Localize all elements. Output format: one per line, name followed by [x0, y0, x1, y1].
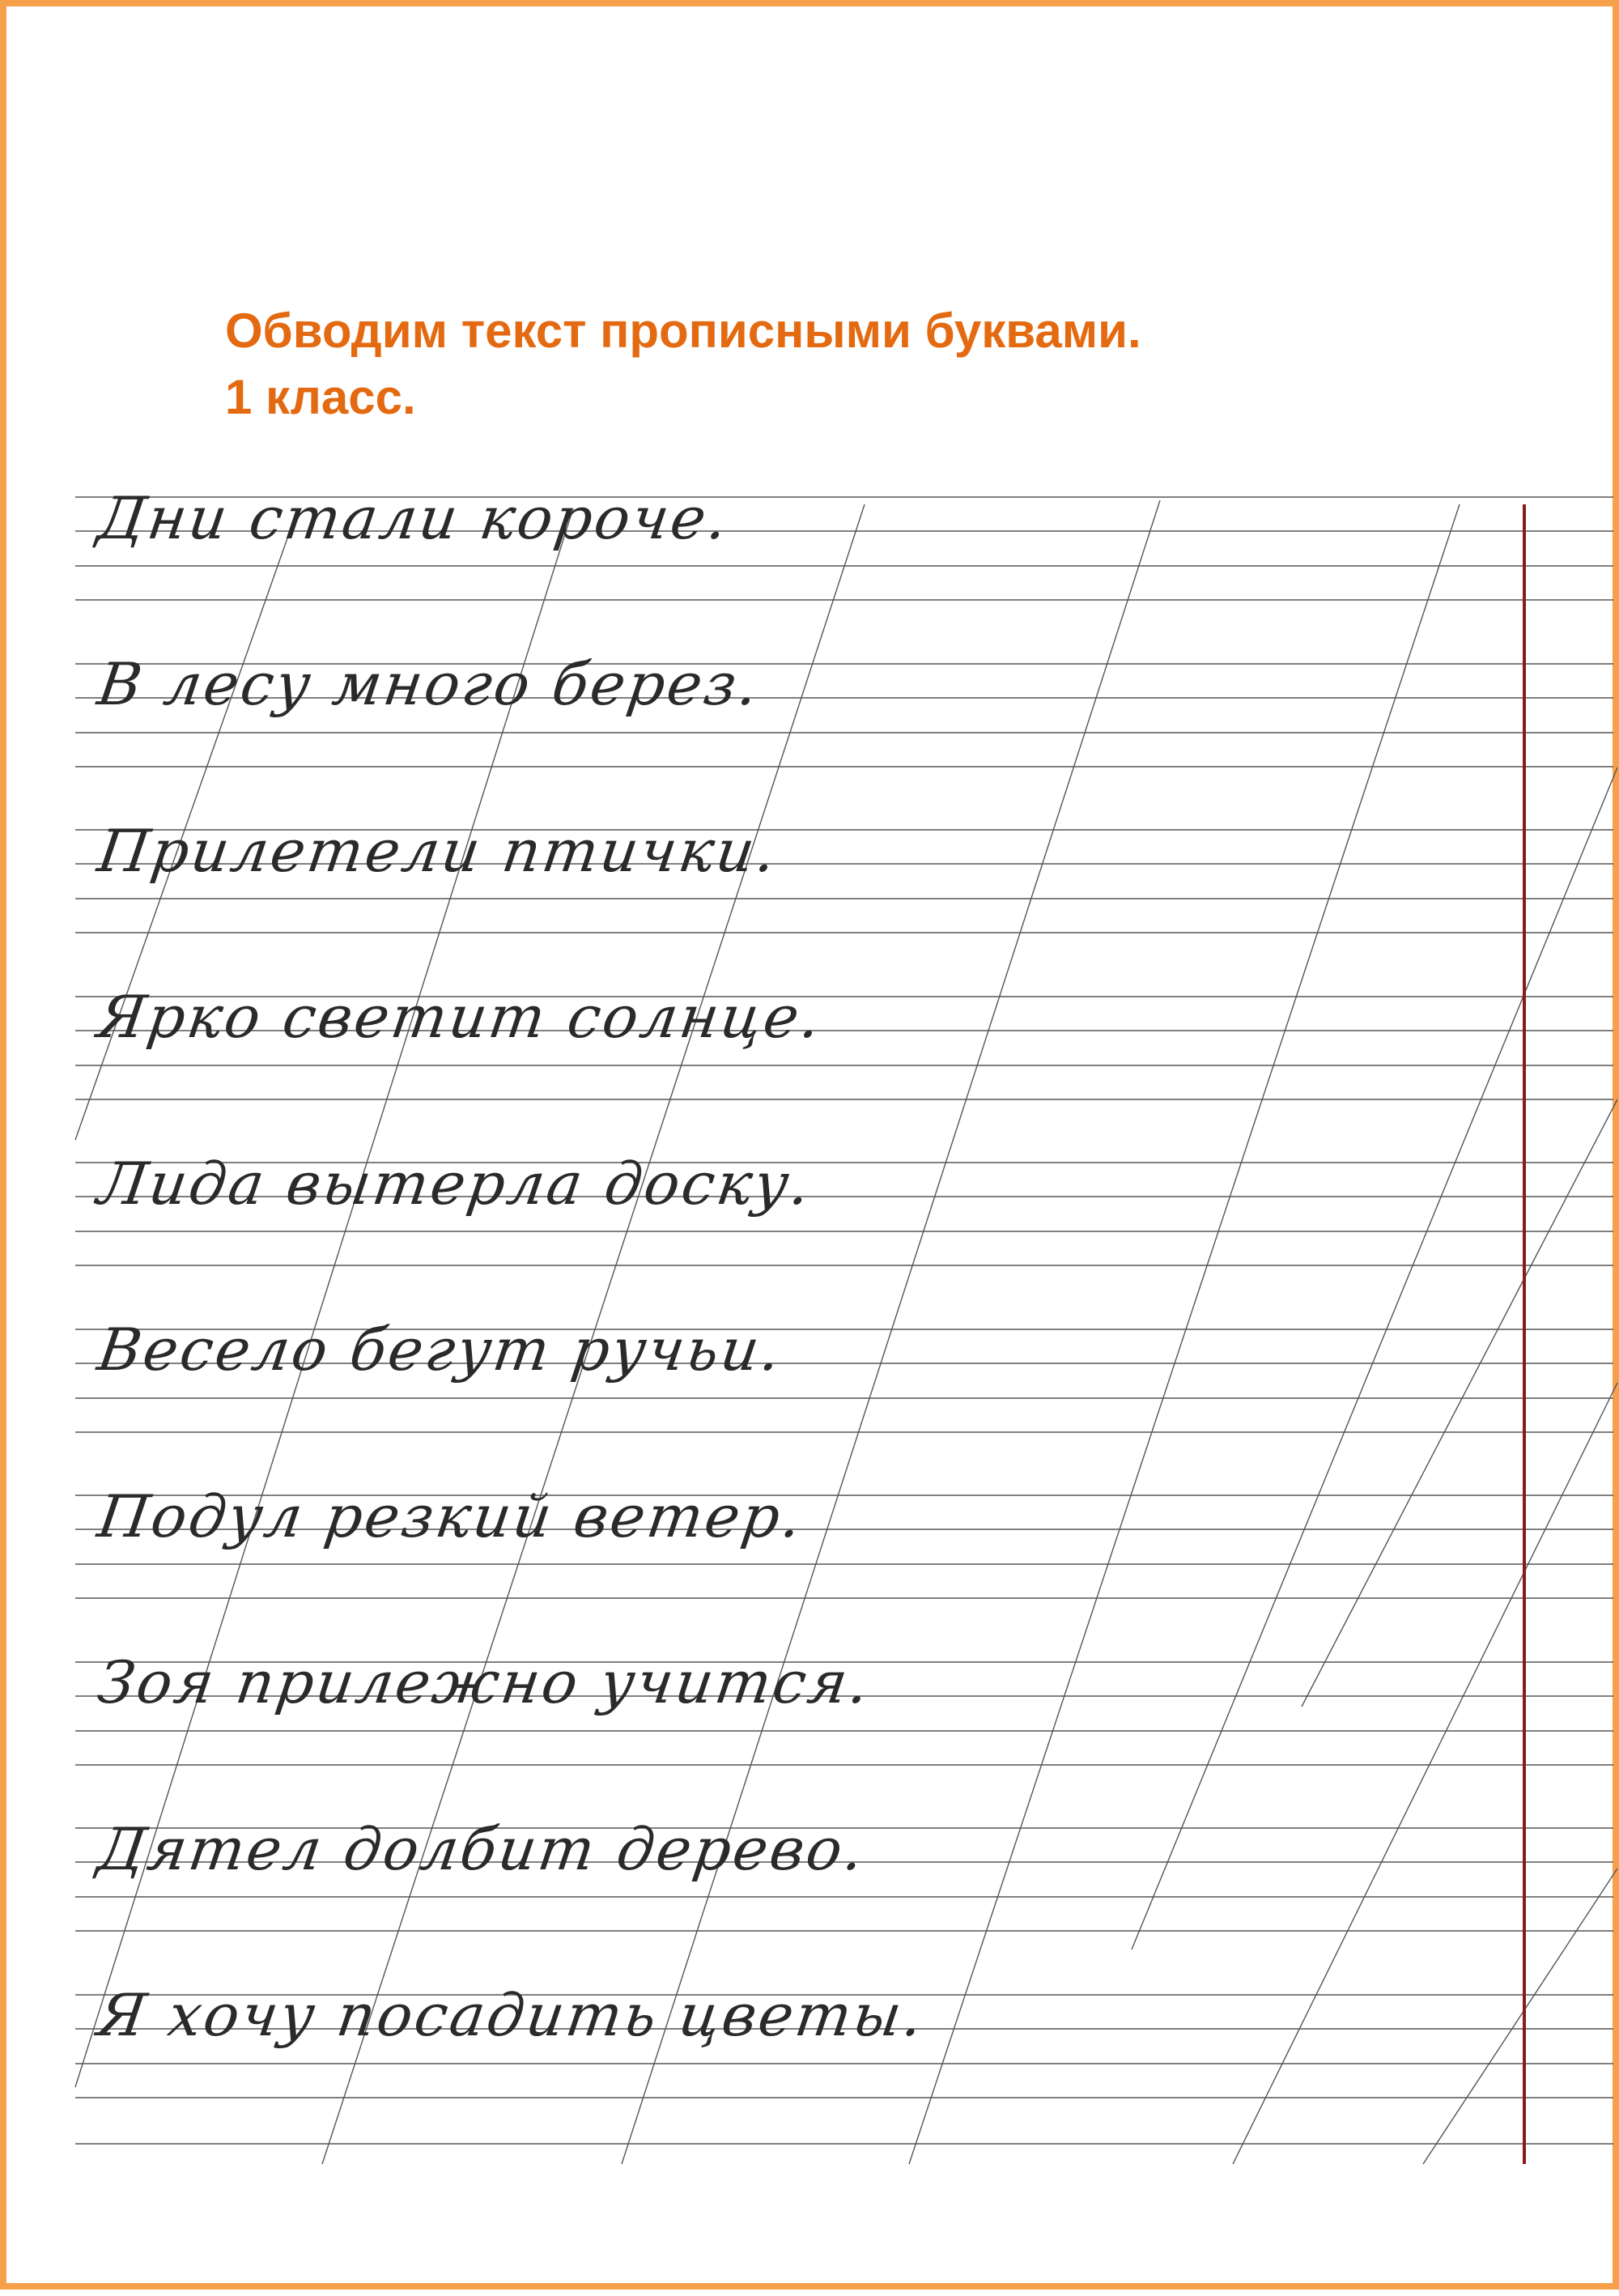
tracing-sentence-10: Я хочу посадить цветы.: [93, 1981, 929, 2049]
tracing-sentence-8: Зоя прилежно учится.: [93, 1648, 876, 1716]
tracing-sentence-5: Лида вытерла доску.: [93, 1150, 817, 1218]
tracing-sentence-2: В лесу много берез.: [93, 650, 765, 718]
slant-line: [909, 504, 1460, 2164]
slant-line: [1302, 1099, 1617, 1707]
tracing-sentence-9: Дятел долбит дерево.: [93, 1815, 870, 1883]
slant-line: [1423, 1869, 1617, 2164]
slant-line: [1233, 1383, 1617, 2164]
tracing-sentence-3: Прилетели птички.: [93, 817, 783, 885]
slant-line: [1132, 767, 1617, 1949]
tracing-sentence-6: Весело бегут ручьи.: [93, 1316, 788, 1384]
tracing-sentence-4: Ярко светит солнце.: [93, 983, 827, 1051]
tracing-sentence-1: Дни стали короче.: [93, 484, 734, 552]
tracing-sentence-7: Подул резкий ветер.: [93, 1482, 808, 1550]
title-line-1: Обводим текст прописными буквами.: [225, 304, 1141, 358]
title-line-2: 1 класс.: [225, 370, 416, 424]
